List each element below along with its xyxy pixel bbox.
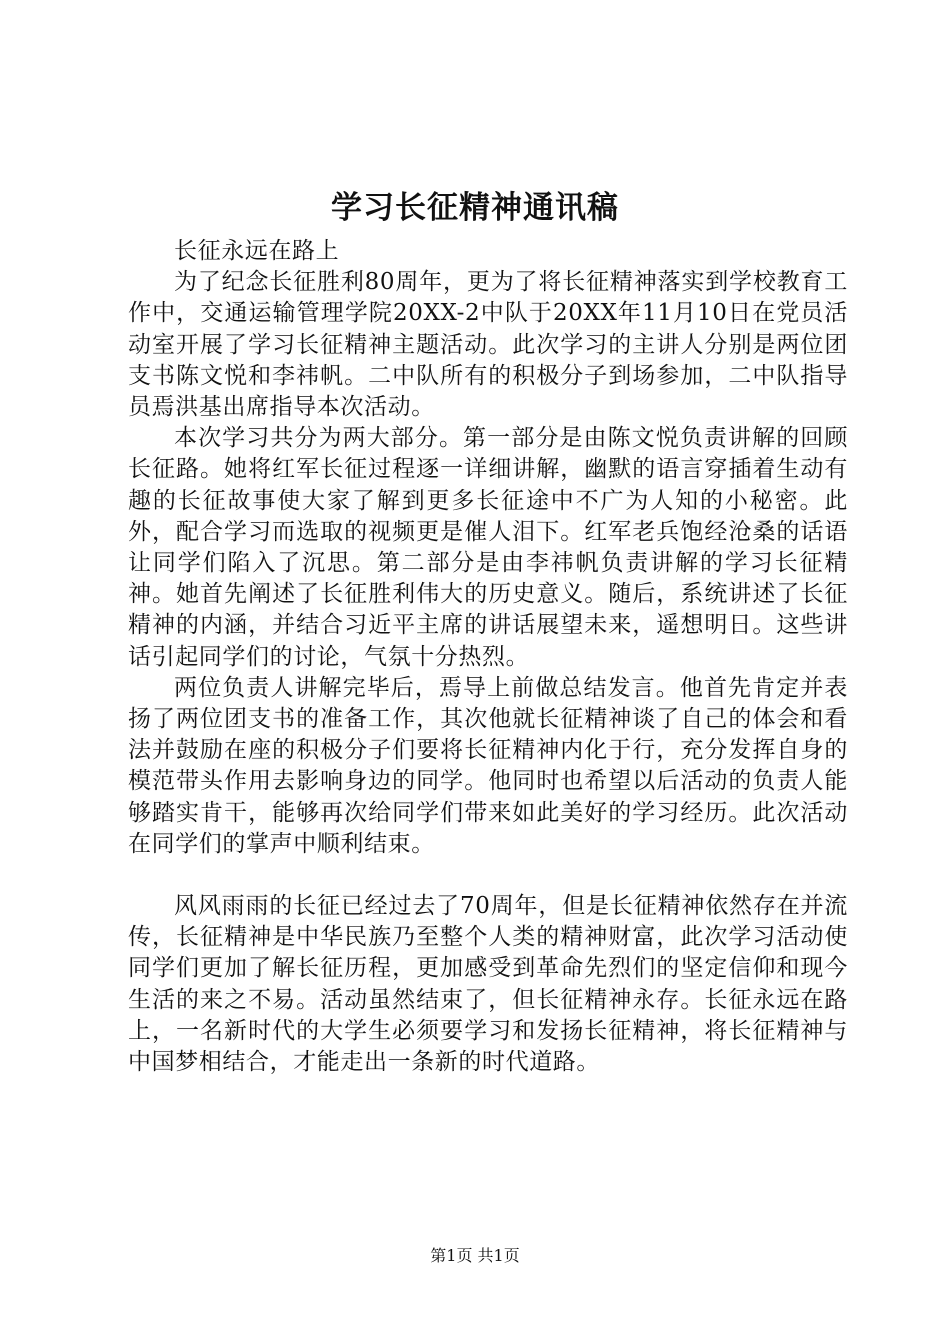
paragraph-content: 本次学习共分为两大部分。第一部分是由陈文悦负责讲解的回顾长征路。她将红军长征过程逐一详细讲解，幽默的语言穿插着生动有趣的长征故事使大家了解到更多长征途中不广为人知的小秘密。此外，配合学习而选取的视频更是催人泪下。红军老兵饱经沧桑的话语让同学们陷入了沉思。第二部分是由李祎帆负责讲解的学习长征精神。她首先阐述了长征胜利伟大的历史意义。随后，系统讲述了长征精神的内涵，并结合习近平主席的讲话展望未来，遥想明日。这些讲话引起同学们的讨论，气氛十分热烈。 [128,425,848,670]
paragraph-summary: 两位负责人讲解完毕后，焉导上前做总结发言。他首先肯定并表扬了两位团支书的准备工作，其次他就长征精神谈了自己的体会和看法并鼓励在座的积极分子们要将长征精神内化于行，充分发挥自身的模范带头作用去影响身边的同学。他同时也希望以后活动的负责人能够踏实肯干，能够再次给同学们带来如此美好的学习经历。此次活动在同学们的掌声中顺利结束。 [128,674,848,857]
document-body [128,236,848,1078]
subtitle-line: 长征永远在路上 [174,238,340,264]
document-title: 学习长征精神通讯稿 [331,190,619,226]
page-footer: 第1页 共1页 [430,1246,520,1265]
paragraph-intro: 为了纪念长征胜利80周年，更为了将长征精神落实到学校教育工作中，交通运输管理学院20XX-2中队于20XX年11月10日在党员活动室开展了学习长征精神主题活动。此次学习的主讲人分别是两位团支书陈文悦和李祎帆。二中队所有的积极分子到场参加，二中队指导员焉洪基出席指导本次活动。 [128,269,848,421]
paragraph-conclusion: 风风雨雨的长征已经过去了70周年，但是长征精神依然存在并流传，长征精神是中华民族乃至整个人类的精神财富，此次学习活动使同学们更加了解长征历程，更加感受到革命先烈们的坚定信仰和现今生活的来之不易。活动虽然结束了，但长征精神永存。长征永远在路上，一名新时代的大学生必须要学习和发扬长征精神，将长征精神与中国梦相结合，才能走出一条新的时代道路。 [128,893,848,1076]
